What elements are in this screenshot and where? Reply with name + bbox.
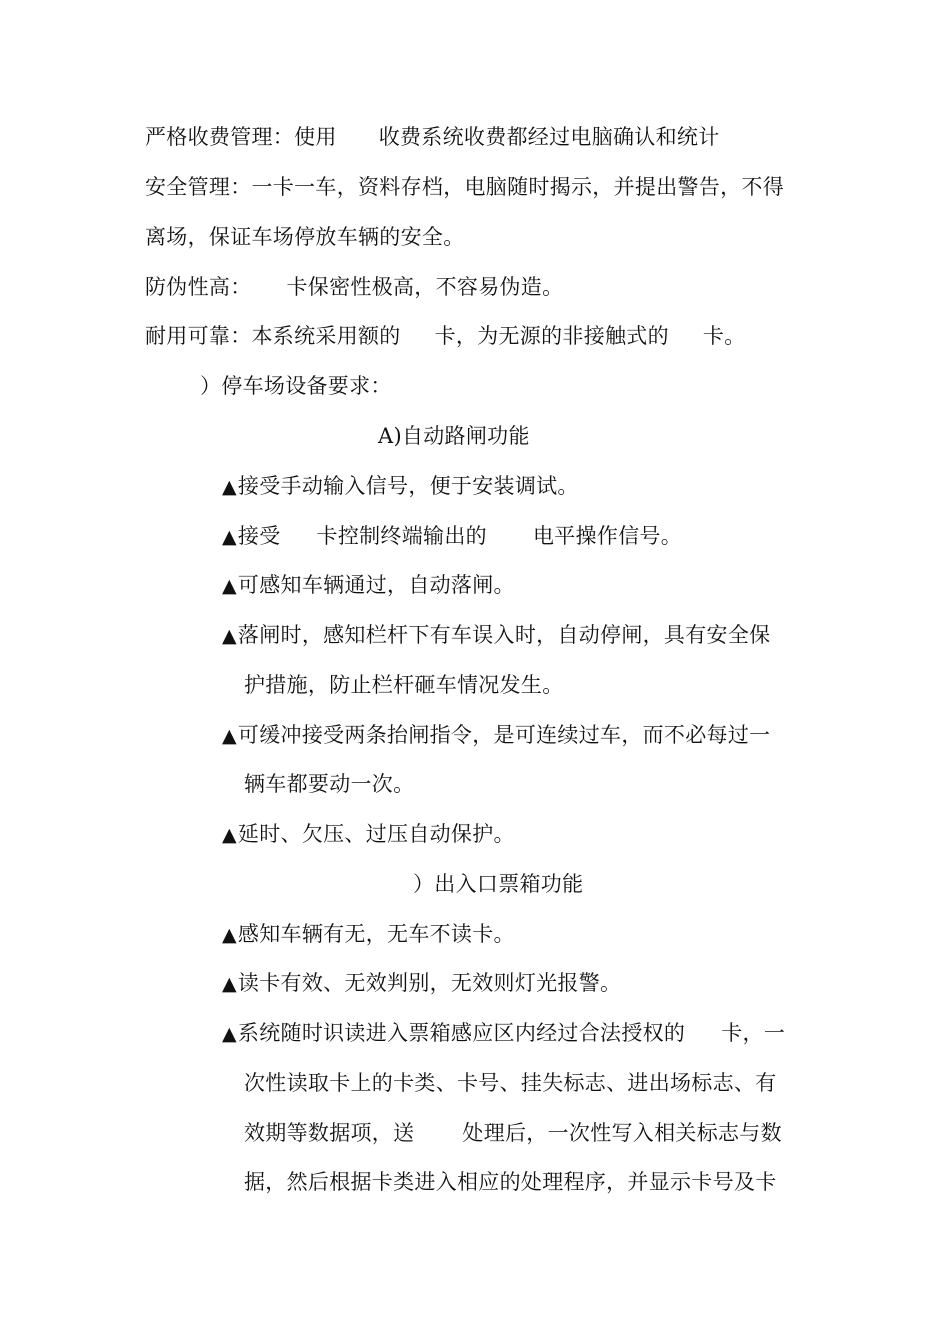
bullet-text-cont — [244, 1118, 782, 1148]
bullet-text-cont: 次性读取卡上的卡类、卡号、挂失标志、进出场标志、有 — [244, 1071, 777, 1095]
bullet-item — [222, 1018, 785, 1049]
durability-text-cont: 卡，为无源的非接触式的 — [434, 324, 669, 348]
bullet-text: 可感知车辆通过，自动落闸。 — [237, 573, 515, 597]
triangle-bullet-icon: ▲ — [222, 476, 237, 498]
bullet-item — [222, 570, 515, 601]
triangle-bullet-icon: ▲ — [222, 575, 237, 597]
bullet-text: 效期等数据项，送 — [244, 1121, 415, 1145]
triangle-bullet-icon: ▲ — [222, 526, 237, 548]
bullet-item — [222, 620, 770, 651]
bullet-item — [222, 521, 682, 552]
durability-text: 耐用可靠：本系统采用额的 — [145, 324, 401, 348]
subheading-auto-barrier: A)自动路闸功能 — [378, 424, 530, 448]
bullet-text: 接受 — [237, 524, 281, 548]
subheading-ticket-box: ）出入口票箱功能 — [413, 872, 584, 896]
bullet-text-cont: 辆车都要动一次。 — [244, 772, 415, 796]
bullet-item — [222, 720, 770, 751]
bullet-item — [222, 471, 579, 502]
bullet-item — [222, 819, 515, 850]
fee-management-text: 严格收费管理：使用 — [145, 125, 337, 149]
bullet-text-cont: 卡控制终端输出的 — [316, 524, 487, 548]
bullet-item — [222, 968, 621, 999]
fee-management-text-cont: 收费系统收费都经过电脑确认和统计 — [378, 125, 720, 149]
triangle-bullet-icon: ▲ — [222, 924, 237, 946]
triangle-bullet-icon: ▲ — [222, 1023, 237, 1045]
bullet-text-cont: 护措施，防止栏杆砸车情况发生。 — [244, 673, 564, 697]
triangle-bullet-icon: ▲ — [222, 725, 237, 747]
bullet-text: 延时、欠压、过压自动保护。 — [237, 822, 515, 846]
bullet-text-cont: 卡，一 — [721, 1021, 786, 1045]
bullet-text-end: 电平操作信号。 — [532, 524, 683, 548]
text-line-security-management: 安全管理：一卡一车，资料存档，电脑随时揭示，并提出警告，不得 — [145, 175, 784, 199]
bullet-text: 读卡有效、无效判别，无效则灯光报警。 — [237, 971, 622, 995]
bullet-text-cont: 据，然后根据卡类进入相应的处理程序，并显示卡号及卡 — [244, 1170, 777, 1194]
bullet-text: 感知车辆有无，无车不读卡。 — [237, 922, 515, 946]
bullet-text-cont: 处理后，一次性写入相关标志与数 — [462, 1121, 782, 1145]
triangle-bullet-icon: ▲ — [222, 824, 237, 846]
anti-counterfeit-text: 卡保密性极高，不容易伪造。 — [286, 275, 564, 299]
triangle-bullet-icon: ▲ — [222, 973, 237, 995]
text-line-anti-counterfeit — [145, 272, 563, 302]
text-line-security-management-cont: 离场，保证车场停放车辆的安全。 — [145, 225, 465, 249]
bullet-text: 落闸时，感知栏杆下有车误入时，自动停闸，具有安全保 — [237, 623, 771, 647]
text-line-durability — [145, 321, 746, 351]
bullet-text: 接受手动输入信号，便于安装调试。 — [237, 474, 579, 498]
anti-counterfeit-label: 防伪性高： — [145, 275, 252, 299]
triangle-bullet-icon: ▲ — [222, 625, 237, 647]
section-heading-parking-equipment: ）停车场设备要求： — [200, 374, 392, 398]
text-line-fee-management — [145, 122, 720, 152]
bullet-text: 系统随时识读进入票箱感应区内经过合法授权的 — [237, 1021, 686, 1045]
bullet-text: 可缓冲接受两条抬闸指令，是可连续过车，而不必每过一 — [237, 723, 771, 747]
durability-text-end: 卡。 — [702, 324, 746, 348]
bullet-item — [222, 919, 515, 950]
